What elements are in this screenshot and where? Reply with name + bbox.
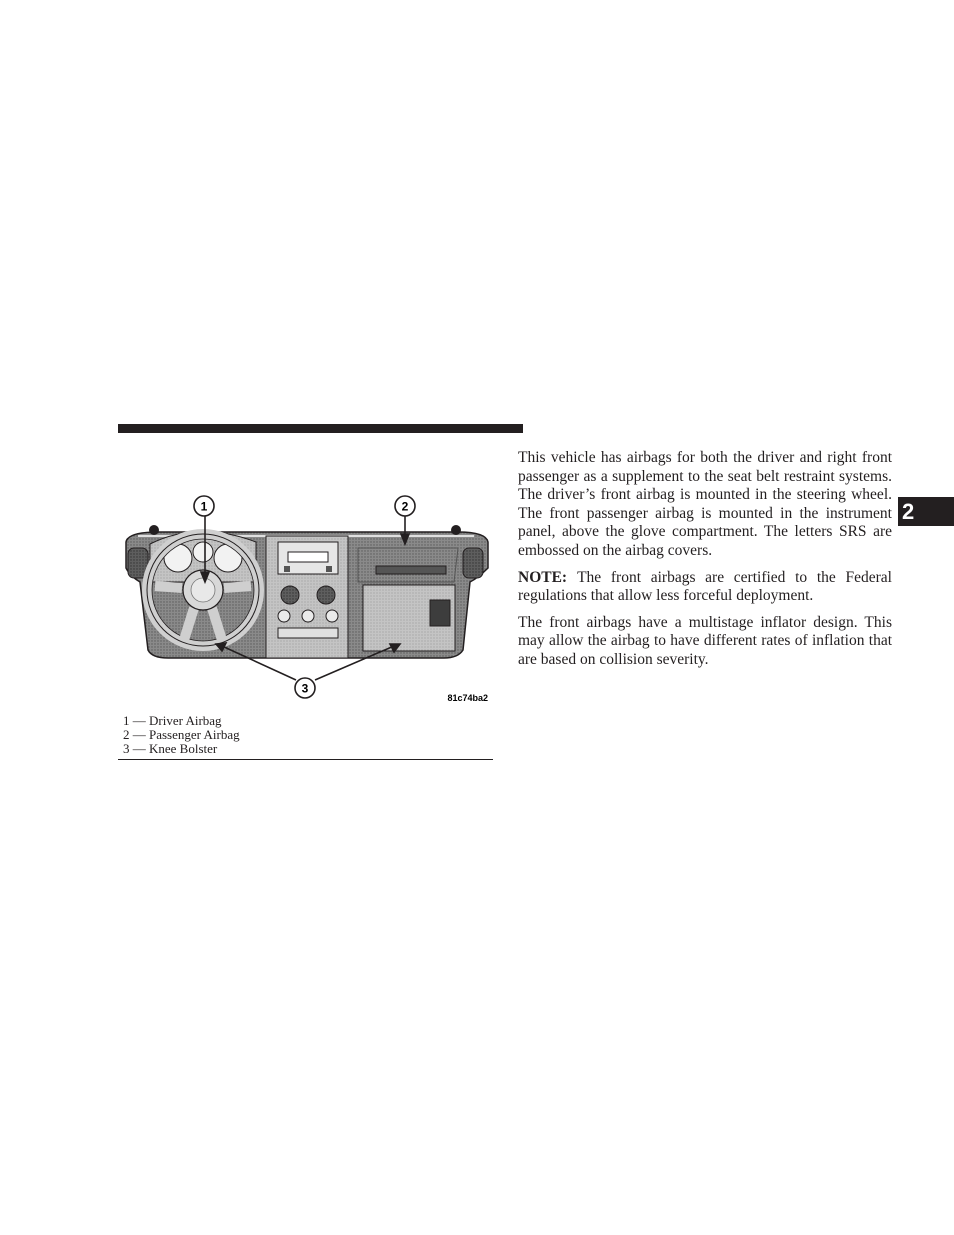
- callout-1: [194, 496, 214, 516]
- svg-text:2: 2: [401, 499, 409, 514]
- legend-item-knee-bolster: 3 — Knee Bolster: [123, 741, 218, 756]
- chapter-tab: [898, 497, 954, 526]
- chapter-number: 2: [902, 499, 915, 524]
- section-rule-top: [118, 424, 523, 433]
- callout-3: [295, 678, 315, 698]
- figure-rule-bottom: [118, 759, 493, 760]
- note-text: The front airbags are certified to the Federal regulations that allow less forceful deployment.: [518, 568, 892, 605]
- figure-legend: [123, 714, 240, 756]
- legend-item-passenger-airbag: 2 — Passenger Airbag: [123, 727, 240, 742]
- dashboard-illustration: [126, 525, 488, 658]
- callout-2: [395, 496, 415, 516]
- paragraph-note: [518, 569, 892, 606]
- paragraph-airbag-intro: This vehicle has airbags for both the driver and right front passenger as a supplement to the seat belt restraint systems. The driver’s front airbag is mounted in the steering wheel. The front passenger airbag is mounted in the instrument panel, above the glove compartment. The letters SRS are embossed on the airbag covers.: [518, 449, 892, 559]
- legend-item-driver-airbag: 1 — Driver Airbag: [123, 713, 222, 728]
- svg-text:1: 1: [200, 499, 208, 514]
- dashboard-airbag-figure: [118, 490, 493, 710]
- body-text: [518, 449, 892, 678]
- svg-text:3: 3: [301, 681, 309, 696]
- figure-code: 81c74ba2: [447, 693, 488, 703]
- paragraph-multistage: The front airbags have a multistage inflator design. This may allow the airbag to have different rates of inflation that are based on collision severity.: [518, 613, 892, 668]
- note-label: NOTE:: [518, 568, 568, 586]
